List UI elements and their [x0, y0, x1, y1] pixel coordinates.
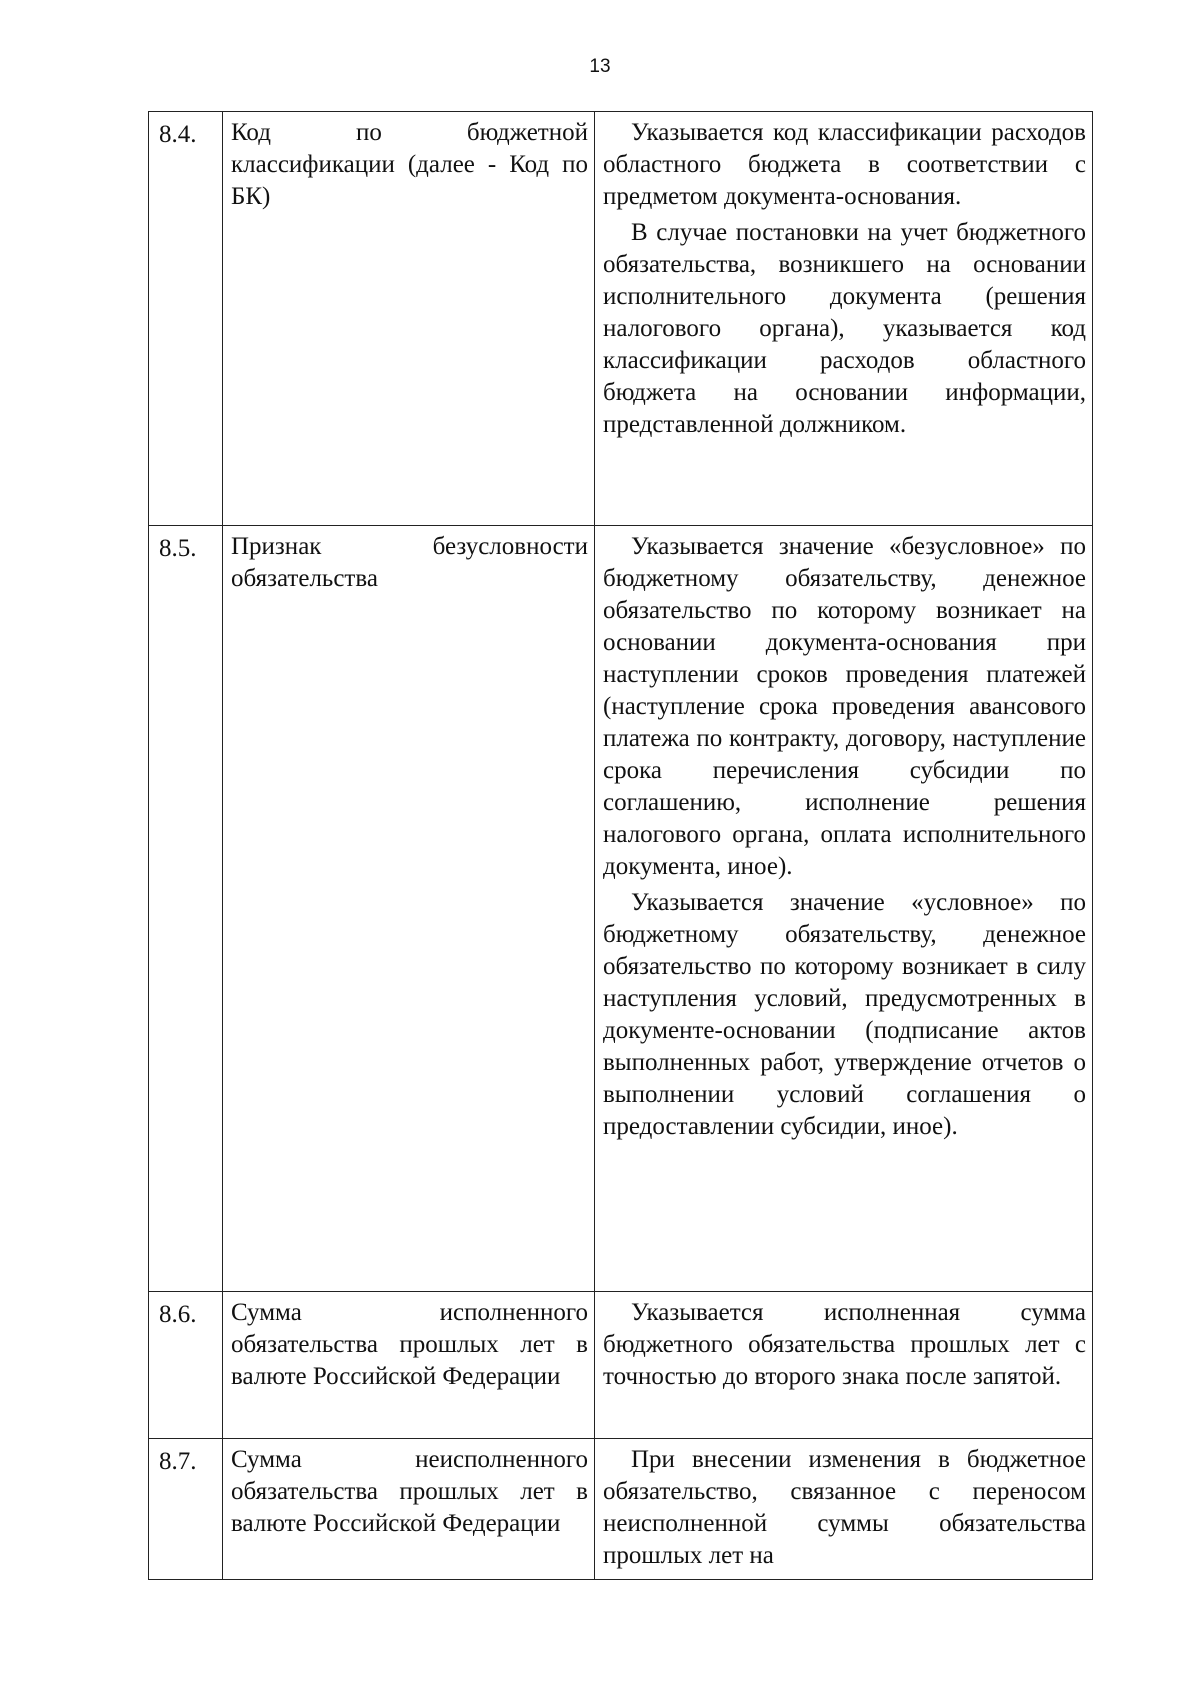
field-description-cell [595, 1292, 1093, 1439]
description-paragraph: Указывается код классификации расходов областного бюджета в соответствии с предметом документа-основания. [603, 119, 1086, 210]
description-paragraph: Указывается исполненная сумма бюджетного обязательства прошлых лет с точностью до второго знака после запятой. [603, 1299, 1086, 1390]
field-name: Код по бюджетной классификации (далее - Код по БК) [231, 119, 588, 210]
row-number-cell [149, 1439, 223, 1580]
description-paragraph: В случае постановки на учет бюджетного обязательства, возникшего на основании исполнительного документа (решения налогового органа), указывается код классификации расходов областного бюджета на основании информации, представленной должником. [603, 219, 1086, 438]
table-row [149, 1292, 1093, 1439]
row-number: 8.4. [159, 121, 197, 148]
row-number: 8.5. [159, 535, 197, 562]
page-number: 13 [589, 56, 611, 77]
field-name-cell [223, 112, 595, 526]
field-description-cell [595, 1439, 1093, 1580]
requisites-table [148, 111, 1093, 1580]
description-paragraph: Указывается значение «условное» по бюджетному обязательству, денежное обязательство по которому возникает в силу наступления условий, предусмотренных в документе-основании (подписание актов выполненных работ, утверждение отчетов о выполнении условий соглашения о предоставлении субсидии, иное). [603, 889, 1086, 1140]
field-name-cell [223, 526, 595, 1292]
field-name: Признак безусловности обязательства [231, 533, 588, 592]
field-name: Сумма исполненного обязательства прошлых лет в валюте Российской Федерации [231, 1299, 588, 1390]
row-number-cell [149, 112, 223, 526]
description-paragraph: Указывается значение «безусловное» по бюджетному обязательству, денежное обязательство по которому возникает на основании документа-основания при наступлении сроков проведения платежей (наступление срока проведения авансового платежа по контракту, договору, наступление срока перечисления субсидии по соглашению, исполнение решения налогового органа, оплата исполнительного документа, иное). [603, 533, 1086, 880]
field-description-cell [595, 112, 1093, 526]
table-row [149, 112, 1093, 526]
field-name-cell [223, 1439, 595, 1580]
row-number-cell [149, 1292, 223, 1439]
field-description-cell [595, 526, 1093, 1292]
table-row [149, 1439, 1093, 1580]
field-name-cell [223, 1292, 595, 1439]
table-row [149, 526, 1093, 1292]
field-name: Сумма неисполненного обязательства прошлых лет в валюте Российской Федерации [231, 1446, 588, 1537]
row-number: 8.7. [159, 1448, 197, 1475]
row-number-cell [149, 526, 223, 1292]
description-paragraph: При внесении изменения в бюджетное обязательство, связанное с переносом неисполненной суммы обязательства прошлых лет на [603, 1446, 1086, 1569]
row-number: 8.6. [159, 1301, 197, 1328]
